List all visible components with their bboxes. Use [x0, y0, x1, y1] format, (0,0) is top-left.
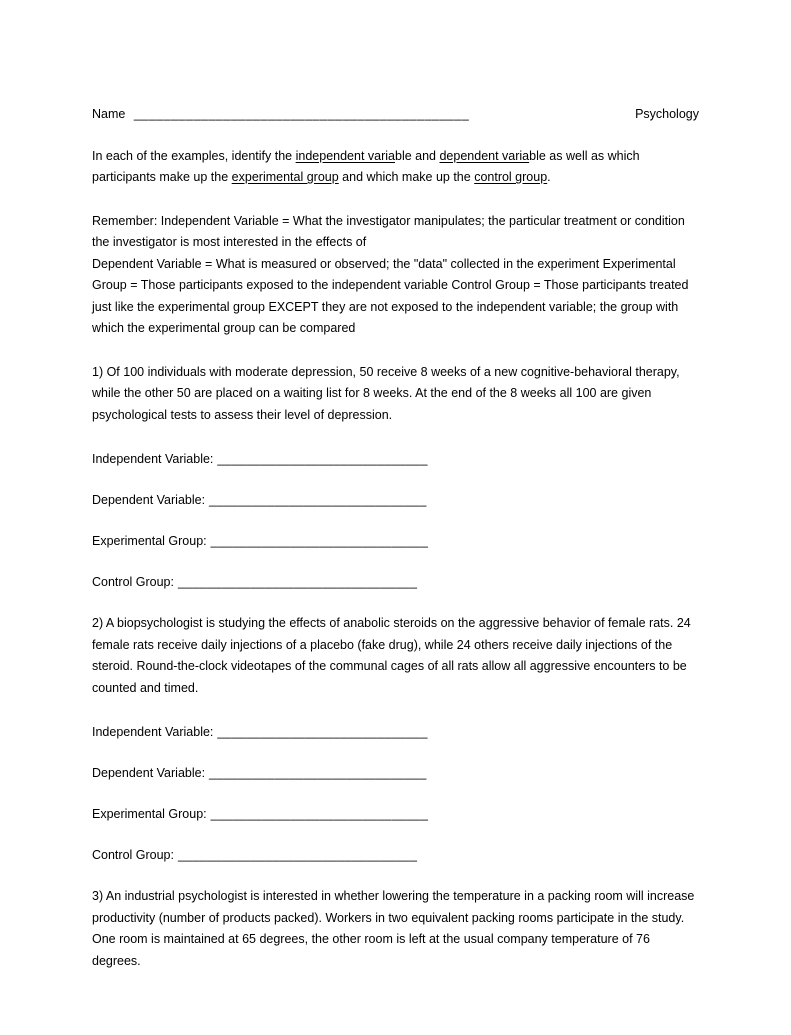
- intro-text: ble and: [395, 148, 440, 163]
- field-blank-line: _________________________________: [177, 575, 418, 589]
- name-blank-line: _____________________________________________: [133, 107, 470, 121]
- field-label: Independent Variable:: [92, 725, 214, 739]
- field-dependent-variable: [92, 763, 699, 785]
- intro-paragraph: [92, 146, 699, 189]
- field-label: Experimental Group:: [92, 534, 207, 548]
- field-label: Control Group:: [92, 848, 174, 862]
- field-blank-line: ______________________________: [209, 493, 427, 507]
- definitions-line-1: Remember: Independent Variable = What the investigator manipulates; the particular treatment or condition the investigator is most interested in the effects of: [92, 213, 685, 249]
- field-blank-line: ______________________________: [210, 807, 429, 821]
- field-label: Dependent Variable:: [92, 493, 206, 507]
- field-blank-line: _____________________________: [217, 452, 428, 466]
- intro-text: and which make up the: [338, 170, 475, 184]
- field-experimental-group: [92, 531, 699, 553]
- field-experimental-group: [92, 804, 699, 826]
- field-label: Control Group:: [92, 575, 174, 589]
- field-blank-line: ______________________________: [209, 766, 427, 780]
- name-line: [92, 104, 469, 126]
- field-blank-line: _________________________________: [177, 848, 418, 862]
- field-blank-line: ______________________________: [210, 534, 429, 548]
- definitions-line-2: Dependent Variable = What is measured or observed; the "data" collected in the experiment Experimental Group = Those participants exposed to the independent variable Control Group = Those participants treated just like the experimental group EXCEPT they are not exposed to the independent variable; the group with which the experimental group can be compared: [92, 256, 689, 335]
- intro-text: ble as well as which participants make up the: [92, 148, 640, 184]
- field-dependent-variable: [92, 490, 699, 512]
- intro-text: In each of the examples, identify the: [92, 148, 296, 163]
- underlined-term-independent-variable: independent varia: [295, 148, 395, 163]
- field-label: Experimental Group:: [92, 807, 207, 821]
- field-independent-variable: [92, 449, 699, 471]
- field-blank-line: _____________________________: [217, 725, 428, 739]
- question-1: 1) Of 100 individuals with moderate depression, 50 receive 8 weeks of a new cognitive-behavioral therapy, while the other 50 are placed on a waiting list for 8 weeks. At the end of the 8 weeks all 100 are given psychological tests to assess their level of depression.: [92, 364, 680, 422]
- field-control-group: [92, 845, 699, 867]
- question-2: 2) A biopsychologist is studying the effects of anabolic steroids on the aggressive behavior of female rats. 24 female rats receive daily injections of a placebo (fake drug), while 24 others receive daily injections of the steroid. Round-the-clock videotapes of the communal cages of all rats allow all aggressive encounters to be counted and timed.: [92, 616, 691, 695]
- name-label: Name: [92, 107, 126, 121]
- question-2-answer-fields: [92, 722, 699, 867]
- underlined-term-dependent-variable: dependent varia: [439, 148, 530, 163]
- underlined-term-experimental-group: experimental group: [231, 170, 339, 184]
- underlined-term-control-group: control group: [474, 170, 548, 184]
- course-title: Psychology: [635, 107, 699, 121]
- definitions-paragraph: [92, 211, 699, 340]
- question-3: 3) An industrial psychologist is interested in whether lowering the temperature in a packing room will increase productivity (number of products packed). Workers in two equivalent packing rooms participate in the study. One room is maintained at 65 degrees, the other room is left at the usual company temperature of 76 degrees.: [92, 889, 695, 968]
- header: [92, 104, 699, 126]
- intro-text: .: [547, 170, 551, 184]
- field-label: Dependent Variable:: [92, 766, 206, 780]
- field-control-group: [92, 572, 699, 594]
- field-label: Independent Variable:: [92, 452, 214, 466]
- field-independent-variable: [92, 722, 699, 744]
- question-1-answer-fields: [92, 449, 699, 594]
